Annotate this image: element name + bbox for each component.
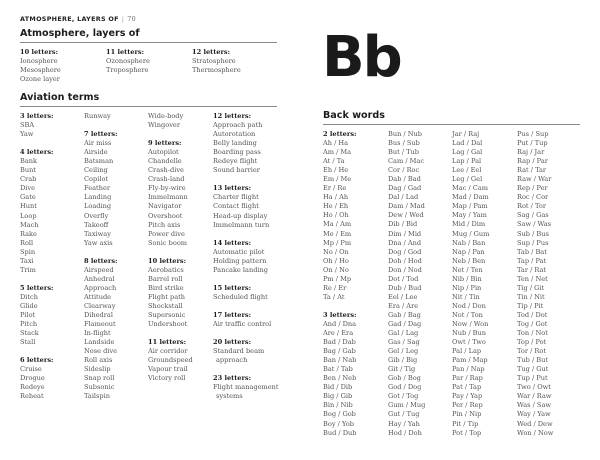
list-item: Roc / Cor [517,193,549,202]
list-item: Wide-body [148,112,184,120]
running-head-title: ATMOSPHERE, LAYERS OF [20,15,119,23]
list-item: Cruise [20,365,42,374]
list-item: Gab / Bag [388,310,421,319]
list-item: Anhedral [84,274,115,283]
list-item: Vapour trail [148,365,188,374]
list-item: Rat / Tar [517,166,547,175]
list-item: Stall [20,338,36,347]
list-item: Roll axis [84,356,113,365]
group-header: 10 letters: [20,48,59,56]
list-item: Gut / Tug [388,410,420,419]
list-item: Rap / Par [517,157,548,166]
list-item: On / No [323,265,349,274]
list-item: Ionosphere [20,57,58,66]
list-item: Trim [20,265,36,274]
list-item: Copilot [84,175,109,184]
list-item: Oh / Ho [323,256,349,265]
list-item: He / Eh [323,202,349,211]
list-item: Tub / But [517,356,549,365]
list-item: Glide [20,301,38,310]
list-item: Pan / Nap [452,365,485,374]
list-item: Tin / Nit [517,292,545,301]
list-item: Cor / Roc [388,166,420,175]
list-item: Way / Yaw [517,410,551,419]
group-header: 23 letters: [213,374,252,383]
list-item: Dab / Bad [388,175,421,184]
list-item: Lee / Eel [452,166,482,175]
list-item: Subsonic [84,383,115,392]
list-item: Snap roll [84,374,115,383]
list-item: Eel / Lee [388,292,418,301]
list-item: Holding pattern [213,256,267,265]
list-item: Ditch [20,292,38,301]
list-item: Sideslip [84,365,111,374]
list-item: Nip / Pin [452,283,482,292]
list-item: Gum / Mug [388,401,426,410]
list-item: Hay / Yah [388,419,420,428]
list-item: Eh / He [323,166,349,175]
list-item: Tig / Git [517,283,545,292]
group-header: 7 letters: [84,130,118,139]
list-item: Re / Er [323,283,347,292]
atmosphere-column [106,48,150,75]
list-item: Nap / Pan [452,247,485,256]
list-item: Pit / Tip [452,419,479,428]
list-item: Wingover [148,121,180,130]
list-item: Per / Rep [452,401,483,410]
section-rule [20,42,277,43]
list-item: Top / Pot [517,338,547,347]
list-item: Gob / Bog [388,374,421,383]
list-item: Reheat [20,392,44,401]
list-item: Dub / Bud [388,283,422,292]
list-item: Dew / Wed [388,211,424,220]
list-item: Ban / Nab [323,356,357,365]
list-item: Pot / Top [452,428,482,437]
list-item: Crash-land [148,175,185,184]
list-item: Bad / Dab [323,338,356,347]
group-header: 13 letters: [213,184,252,193]
list-item: Automatic pilot [213,247,265,256]
list-item: Takeoff [84,220,109,229]
list-item: Yaw [20,130,34,139]
list-item: Mid / Dim [452,220,486,229]
list-item: Yaw axis [84,238,113,247]
list-item: Head-up display [213,211,268,220]
list-item: Ho / Oh [323,211,349,220]
list-item: Chandelle [148,157,182,166]
list-item: Rep / Per [517,184,548,193]
list-item: Aerobatics [148,265,184,274]
group-header: 5 letters: [20,283,54,292]
list-item-continuation: approach [216,356,248,365]
list-item: Are / Era [323,329,354,338]
list-item: But / Tub [388,148,420,157]
list-item: Tog / Got [517,319,548,328]
list-item: Clearway [84,301,116,310]
list-item: Flameout [84,320,116,329]
group-header: 10 letters: [148,256,187,265]
list-item: Flight management [213,383,279,392]
list-item: Pm / Mp [323,274,352,283]
list-item: Mad / Dam [452,193,489,202]
list-item: Bid / Dib [323,383,353,392]
list-item: Loop [20,211,37,220]
list-item: Undershoot [148,320,188,329]
list-item: Charter flight [213,193,259,202]
list-item: Raj / Jar [517,148,545,157]
list-item: Supersonic [148,311,186,320]
list-item: Batsman [84,157,114,166]
list-item: Saw / Was [517,220,552,229]
group-header: 11 letters: [106,48,145,56]
running-head [20,15,136,23]
list-item: Owt / Two [452,338,486,347]
list-item: Ben / Neb [323,374,357,383]
list-item: Dihedral [84,311,113,320]
list-item: Belly landing [213,139,257,148]
list-item: Tar / Rat [517,265,547,274]
list-item: Dag / Gad [388,184,422,193]
list-item: Gate [20,193,36,202]
group-header: 17 letters: [213,311,252,320]
list-item: Attitude [84,292,112,301]
list-item: Bog / Gob [323,410,356,419]
group-header: 14 letters: [213,238,252,247]
list-item: Ah / Ha [323,139,349,148]
list-item: Me / Em [323,229,352,238]
list-item: Pin / Nip [452,410,482,419]
section-title-back-words: Back words [323,110,385,121]
list-item: Autopilot [148,148,179,157]
list-item: Stack [20,329,39,338]
list-item: Shockstall [148,301,183,310]
list-item: Contact flight [213,202,259,211]
list-item: Pay / Yap [452,392,483,401]
list-item: Nab / Ban [452,238,486,247]
list-item: Dam / Mad [388,202,425,211]
list-item: Stratosphere [192,57,236,66]
list-item: Mp / Pm [323,238,352,247]
group-header: 2 letters: [323,130,357,138]
list-item: Boy / Yob [323,419,354,428]
list-item: Nib / Bin [452,274,482,283]
list-item: Tug / Gut [517,365,549,374]
list-item: Nod / Don [452,301,486,310]
list-item: May / Yam [452,211,487,220]
group-header: 8 letters: [84,256,118,265]
list-item: Roll [20,238,34,247]
list-item: Tor / Rot [517,347,547,356]
back-words-column-4 [517,130,553,438]
list-item: Hunt [20,202,37,211]
list-item: Overfly [84,211,109,220]
list-item: Bunt [20,166,36,175]
section-title-aviation: Aviation terms [20,92,100,103]
list-item: Fly-by-wire [148,184,186,193]
back-words-column-3 [452,130,489,438]
list-item: Pal / Lap [452,347,482,356]
list-item: Air miss [84,139,112,148]
list-item: Gal / Lag [388,329,419,338]
list-item: Nit / Tin [452,292,480,301]
list-item: Tup / Put [517,374,548,383]
list-item: Mach [20,220,39,229]
list-item: Pat / Tap [452,383,482,392]
list-item: Immelmann turn [213,220,270,229]
list-item: Bag / Gab [323,347,356,356]
list-item: Air traffic control [213,320,272,329]
letter-heading: Bb [322,25,401,90]
back-words-column-2 [388,130,425,438]
section-rule [20,106,277,107]
list-item: Ceiling [84,166,108,175]
atmosphere-column [20,48,61,84]
list-item: Bird strike [148,283,184,292]
list-item: Leg / Gel [452,175,483,184]
list-item: Thermosphere [192,66,241,75]
list-item: Tap / Pat [517,256,547,265]
list-item: Pam / Map [452,356,488,365]
aviation-column-4 [213,112,279,402]
list-item: Bin / Nib [323,401,353,410]
list-item: Gad / Dag [388,319,422,328]
list-item: Landside [84,338,115,347]
group-header: 12 letters: [192,48,231,56]
list-item: Approach [84,283,117,292]
list-item: Taxiway [84,229,111,238]
list-item: Landing [84,193,112,202]
list-item: Dive [20,184,36,193]
list-item: Sag / Gas [517,211,549,220]
list-item: Bus / Sub [388,139,420,148]
list-item: Lag / Gal [452,148,483,157]
list-item: Troposphere [106,66,149,75]
list-item: Pancake landing [213,265,269,274]
group-header: 11 letters: [148,338,187,347]
list-item: Wed / Dew [517,419,553,428]
list-item: At / Ta [323,157,345,166]
list-item: Immelmann [148,193,188,202]
list-item: Tailspin [84,392,110,401]
list-item: Two / Owt [517,383,551,392]
list-item: Put / Tup [517,139,548,148]
list-item: Ozonosphere [106,57,150,66]
list-item: Rake [20,229,37,238]
atmosphere-column [192,48,241,75]
list-item: Par / Rap [452,374,483,383]
list-item: Ta / At [323,292,345,301]
list-item: Power dive [148,229,185,238]
list-item: Overshoot [148,211,183,220]
list-item: Crab [20,175,37,184]
list-item: Victory roll [148,374,186,383]
list-item: Pitch [20,320,38,329]
list-item: No / On [323,247,349,256]
list-item: Sound barrier [213,166,260,175]
aviation-column-2 [84,112,118,402]
list-item: Scheduled flight [213,292,268,301]
list-item: Sub / Bus [517,229,549,238]
group-header: 12 letters: [213,112,252,120]
list-item: Era / Are [388,301,419,310]
list-item: Git / Tig [388,365,416,374]
list-item: Got / Tog [388,392,419,401]
list-item: Er / Re [323,184,347,193]
list-item: Won / Now [517,428,554,437]
list-item: Ten / Net [517,274,548,283]
list-item: Ozone layer [20,75,60,84]
list-item: In-flight [84,329,111,338]
list-item: Dim / Mid [388,229,422,238]
list-item: Boarding pass [213,148,261,157]
list-item: Map / Pam [452,202,488,211]
group-header: 6 letters: [20,356,54,365]
list-item: Raw / War [517,175,552,184]
running-head-separator: | [121,15,125,23]
list-item: Approach path [213,121,263,130]
list-item: Crash-dive [148,166,184,175]
list-item: Now / Won [452,319,489,328]
group-header: 3 letters: [323,310,357,319]
section-title-atmosphere: Atmosphere, layers of [20,28,140,39]
list-item: Rot / Tor [517,202,547,211]
group-header: 15 letters: [213,283,252,292]
list-item: Dog / God [388,247,422,256]
list-item: Dot / Tod [388,274,419,283]
list-item: Gib / Big [388,356,418,365]
list-item: Dib / Bid [388,220,418,229]
group-header: 9 letters: [148,139,182,148]
list-item: Big / Gib [323,392,353,401]
list-item: Taxi [20,256,34,265]
list-item: Pilot [20,311,36,320]
list-item: Ton / Not [517,329,548,338]
list-item: Am / Ma [323,148,352,157]
aviation-column-3 [148,112,193,383]
section-rule [323,124,580,125]
list-item: Net / Ten [452,265,483,274]
list-item-continuation: systems [216,392,243,401]
list-item: Standard beam [213,347,265,356]
list-item: Sonic boom [148,238,188,247]
list-item: Don / Nod [388,265,422,274]
list-item: Airside [84,148,108,157]
list-item: Lad / Dal [452,139,483,148]
list-item: Pus / Sup [517,130,549,138]
list-item: Sup / Pus [517,238,549,247]
list-item: Autorotation [213,130,256,139]
back-words-column-1 [323,130,357,438]
list-item: Mug / Gum [452,229,490,238]
list-item: Bun / Nub [388,130,422,138]
list-item: Mesosphere [20,66,61,75]
list-item: Navigator [148,202,182,211]
list-item: Airspeed [84,265,114,274]
list-item: Was / Saw [517,401,552,410]
list-item: Air corridor [148,347,188,356]
group-header: 3 letters: [20,112,54,120]
list-item: Bud / Dub [323,428,357,437]
list-item: Barrel roll [148,274,183,283]
list-item: Pitch axis [148,220,181,229]
list-item: Bat / Tab [323,365,353,374]
group-header: 20 letters: [213,338,252,347]
list-item: Drogue [20,374,45,383]
list-item: God / Dog [388,383,422,392]
list-item: Ma / Am [323,220,352,229]
list-item: Dna / And [388,238,422,247]
list-item: Nose dive [84,347,118,356]
list-item: War / Raw [517,392,552,401]
list-item: Feather [84,184,110,193]
list-item: Neb / Ben [452,256,486,265]
list-item: Hod / Doh [388,428,422,437]
list-item: Mac / Cam [452,184,489,193]
aviation-column-1 [20,112,54,402]
list-item: Redeye [20,383,45,392]
list-item: Cam / Mac [388,157,425,166]
list-item: Tab / Bat [517,247,547,256]
list-item: Flight path [148,292,186,301]
list-item: Tod / Dot [517,310,548,319]
list-item: Em / Me [323,175,352,184]
list-item: Gel / Leg [388,347,419,356]
list-item: And / Dna [323,319,357,328]
list-item: Lap / Pal [452,157,482,166]
list-item: Bank [20,157,38,166]
list-item: Ha / Ah [323,193,349,202]
page-number: 70 [127,15,136,23]
list-item: Not / Ton [452,310,483,319]
list-item: Spin [20,247,36,256]
list-item: Doh / Hod [388,256,422,265]
group-header: 4 letters: [20,148,54,157]
list-item: Jar / Raj [452,130,480,138]
list-item: Loading [84,202,112,211]
list-item: Redeye flight [213,157,258,166]
list-item: Groundspeed [148,356,193,365]
list-item: Gas / Sag [388,338,420,347]
list-item: Runway [84,112,111,120]
list-item: SBA [20,121,35,130]
list-item: Tip / Pit [517,301,544,310]
list-item: Dal / Lad [388,193,419,202]
list-item: Nub / Bun [452,329,486,338]
